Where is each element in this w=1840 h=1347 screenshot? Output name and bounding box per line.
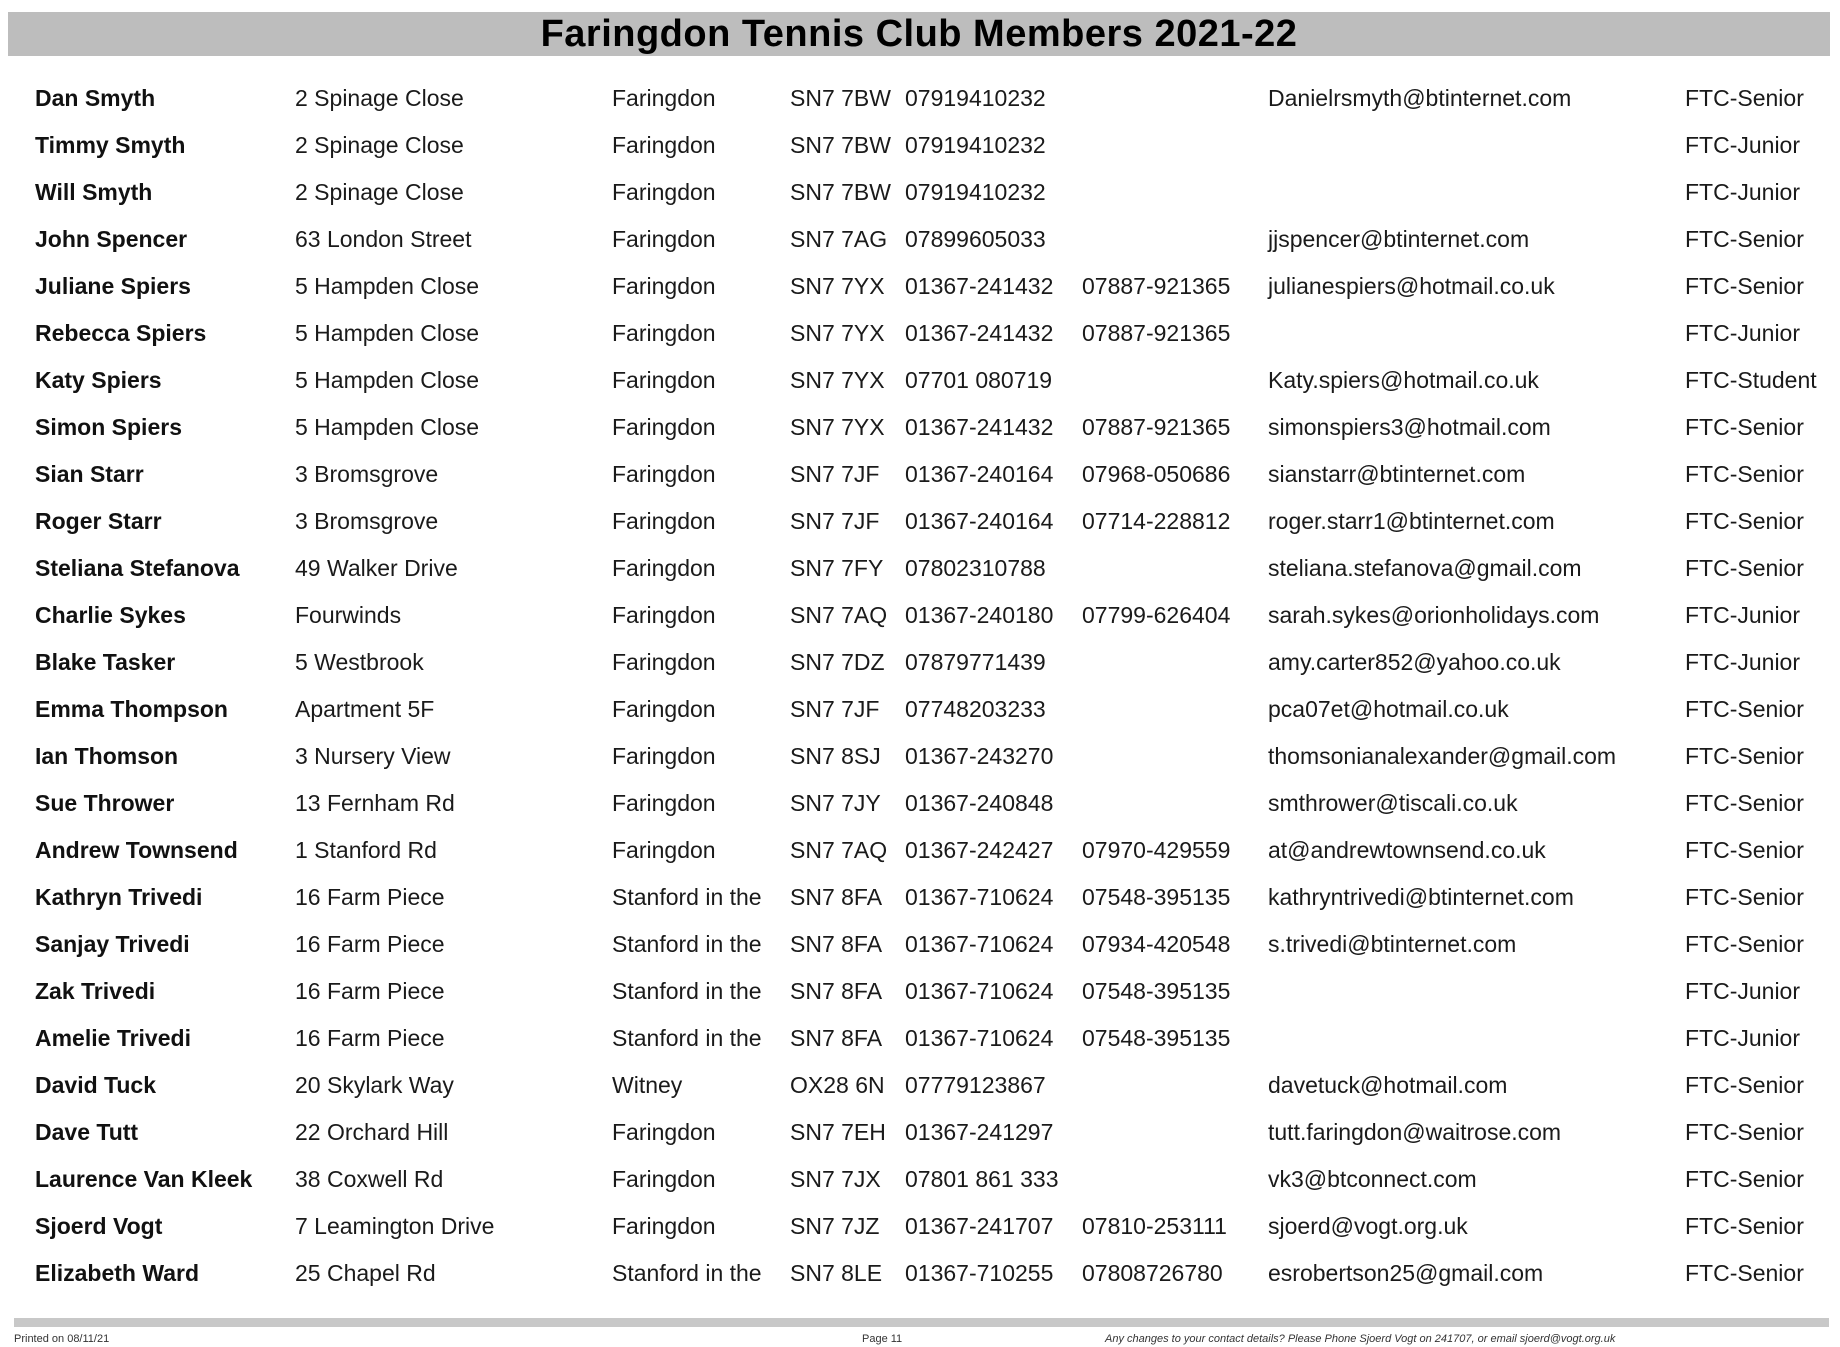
- contact-changes-note: Any changes to your contact details? Please Phone Sjoerd Vogt on 241707, or email sjoerd@vogt.org.uk: [1105, 1333, 1616, 1345]
- member-email: esrobertson25@gmail.com: [1268, 1260, 1544, 1286]
- member-email: smthrower@tiscali.co.uk: [1268, 790, 1518, 816]
- member-town: Faringdon: [612, 837, 716, 863]
- member-name: Andrew Townsend: [35, 837, 238, 863]
- member-name: Steliana Stefanova: [35, 555, 240, 581]
- member-name: Dave Tutt: [35, 1119, 139, 1145]
- member-mobile: 07808726780: [1082, 1260, 1223, 1286]
- member-town: Faringdon: [612, 696, 716, 722]
- member-phone: 01367-240164: [905, 508, 1054, 534]
- member-name: Dan Smyth: [35, 85, 156, 111]
- member-postcode: SN7 7EH: [790, 1119, 886, 1145]
- member-phone: 01367-240180: [905, 602, 1054, 628]
- table-row: [0, 1015, 1840, 1062]
- member-email: julianespiers@hotmail.co.uk: [1268, 273, 1555, 299]
- member-postcode: SN7 7BW: [790, 132, 891, 158]
- member-phone: 07701 080719: [905, 367, 1053, 393]
- member-postcode: SN7 7DZ: [790, 649, 885, 675]
- member-town: Faringdon: [612, 367, 716, 393]
- member-phone: 07748203233: [905, 696, 1046, 722]
- member-name: Sjoerd Vogt: [35, 1213, 163, 1239]
- member-town: Stanford in the: [612, 1260, 762, 1286]
- member-type: FTC-Senior: [1685, 555, 1804, 581]
- table-row: [0, 263, 1840, 310]
- member-postcode: SN7 7JF: [790, 508, 880, 534]
- member-postcode: SN7 7YX: [790, 414, 885, 440]
- footer-rule: [14, 1318, 1829, 1327]
- member-town: Stanford in the: [612, 978, 762, 1004]
- table-row: [0, 1250, 1840, 1297]
- member-town: Faringdon: [612, 555, 716, 581]
- member-name: Simon Spiers: [35, 414, 182, 440]
- member-address: 2 Spinage Close: [295, 132, 464, 158]
- member-email: vk3@btconnect.com: [1268, 1166, 1477, 1192]
- member-address: 20 Skylark Way: [295, 1072, 454, 1098]
- member-type: FTC-Senior: [1685, 743, 1804, 769]
- member-phone: 01367-241432: [905, 320, 1054, 346]
- member-email: tutt.faringdon@waitrose.com: [1268, 1119, 1562, 1145]
- member-address: 3 Nursery View: [295, 743, 451, 769]
- table-row: [0, 357, 1840, 404]
- member-postcode: SN7 8FA: [790, 884, 883, 910]
- member-phone: 01367-241297: [905, 1119, 1054, 1145]
- member-postcode: SN7 7JF: [790, 461, 880, 487]
- member-address: 5 Westbrook: [295, 649, 424, 675]
- member-town: Faringdon: [612, 132, 716, 158]
- member-phone: 07879771439: [905, 649, 1046, 675]
- table-row: [0, 592, 1840, 639]
- member-type: FTC-Senior: [1685, 85, 1804, 111]
- member-postcode: SN7 7BW: [790, 179, 891, 205]
- member-address: 5 Hampden Close: [295, 367, 480, 393]
- member-mobile: 07934-420548: [1082, 931, 1231, 957]
- member-address: 13 Fernham Rd: [295, 790, 455, 816]
- member-mobile: 07548-395135: [1082, 884, 1231, 910]
- printed-date: Printed on 08/11/21: [14, 1333, 110, 1345]
- member-postcode: SN7 7JF: [790, 696, 880, 722]
- member-town: Faringdon: [612, 273, 716, 299]
- member-town: Faringdon: [612, 743, 716, 769]
- member-email: thomsonianalexander@gmail.com: [1268, 743, 1617, 769]
- member-phone: 01367-242427: [905, 837, 1054, 863]
- member-type: FTC-Senior: [1685, 790, 1804, 816]
- member-address: 16 Farm Piece: [295, 931, 445, 957]
- member-type: FTC-Senior: [1685, 508, 1804, 534]
- member-address: Fourwinds: [295, 602, 402, 628]
- table-row: [0, 827, 1840, 874]
- member-type: FTC-Junior: [1685, 320, 1801, 346]
- member-name: Timmy Smyth: [35, 132, 186, 158]
- member-address: 49 Walker Drive: [295, 555, 458, 581]
- member-email: sarah.sykes@orionholidays.com: [1268, 602, 1600, 628]
- member-type: FTC-Senior: [1685, 931, 1804, 957]
- member-phone: 01367-710624: [905, 978, 1054, 1004]
- member-postcode: SN7 8LE: [790, 1260, 883, 1286]
- member-postcode: SN7 8SJ: [790, 743, 881, 769]
- member-mobile: 07714-228812: [1082, 508, 1231, 534]
- member-mobile: 07548-395135: [1082, 978, 1231, 1004]
- table-row: [0, 639, 1840, 686]
- table-row: [0, 545, 1840, 592]
- member-address: 2 Spinage Close: [295, 85, 464, 111]
- table-row: [0, 874, 1840, 921]
- table-row: [0, 498, 1840, 545]
- member-postcode: SN7 8FA: [790, 978, 883, 1004]
- member-phone: 07919410232: [905, 132, 1046, 158]
- member-phone: 07919410232: [905, 179, 1046, 205]
- member-town: Faringdon: [612, 414, 716, 440]
- member-type: FTC-Senior: [1685, 837, 1804, 863]
- member-town: Witney: [612, 1072, 683, 1098]
- member-town: Faringdon: [612, 461, 716, 487]
- member-mobile: 07887-921365: [1082, 414, 1231, 440]
- table-row: [0, 310, 1840, 357]
- member-name: Rebecca Spiers: [35, 320, 207, 346]
- member-town: Faringdon: [612, 790, 716, 816]
- table-row: [0, 1203, 1840, 1250]
- member-town: Faringdon: [612, 179, 716, 205]
- member-email: davetuck@hotmail.com: [1268, 1072, 1508, 1098]
- member-type: FTC-Junior: [1685, 602, 1801, 628]
- member-phone: 01367-241432: [905, 273, 1054, 299]
- member-name: Ian Thomson: [35, 743, 179, 769]
- member-address: 22 Orchard Hill: [295, 1119, 449, 1145]
- member-name: Elizabeth Ward: [35, 1260, 199, 1286]
- member-town: Stanford in the: [612, 1025, 762, 1051]
- member-type: FTC-Senior: [1685, 696, 1804, 722]
- member-postcode: SN7 8FA: [790, 931, 883, 957]
- table-row: [0, 169, 1840, 216]
- member-town: Faringdon: [612, 602, 716, 628]
- member-mobile: 07810-253111: [1082, 1213, 1227, 1239]
- member-phone: 01367-241432: [905, 414, 1054, 440]
- member-type: FTC-Senior: [1685, 461, 1804, 487]
- member-type: FTC-Junior: [1685, 649, 1801, 675]
- member-type: FTC-Junior: [1685, 132, 1801, 158]
- table-row: [0, 122, 1840, 169]
- table-row: [0, 968, 1840, 1015]
- member-type: FTC-Senior: [1685, 1119, 1804, 1145]
- member-postcode: SN7 7JY: [790, 790, 881, 816]
- member-name: Emma Thompson: [35, 696, 228, 722]
- member-town: Stanford in the: [612, 884, 762, 910]
- table-row: [0, 733, 1840, 780]
- member-phone: 01367-710624: [905, 884, 1054, 910]
- member-name: Sue Thrower: [35, 790, 175, 816]
- table-row: [0, 216, 1840, 263]
- table-row: [0, 921, 1840, 968]
- member-phone: 01367-241707: [905, 1213, 1054, 1239]
- member-town: Faringdon: [612, 649, 716, 675]
- page-number: Page 11: [862, 1333, 903, 1345]
- members-list: [0, 75, 1840, 1297]
- member-phone: 01367-710624: [905, 931, 1054, 957]
- member-type: FTC-Senior: [1685, 1213, 1804, 1239]
- member-phone: 07802310788: [905, 555, 1046, 581]
- member-email: amy.carter852@yahoo.co.uk: [1268, 649, 1561, 675]
- table-row: [0, 451, 1840, 498]
- member-name: Charlie Sykes: [35, 602, 186, 628]
- member-phone: 01367-240164: [905, 461, 1054, 487]
- member-address: 5 Hampden Close: [295, 414, 480, 440]
- member-type: FTC-Senior: [1685, 884, 1804, 910]
- member-postcode: SN7 7AQ: [790, 602, 888, 628]
- member-email: simonspiers3@hotmail.com: [1268, 414, 1551, 440]
- member-phone: 07801 861 333: [905, 1166, 1059, 1192]
- member-address: 5 Hampden Close: [295, 273, 480, 299]
- member-name: David Tuck: [35, 1072, 156, 1098]
- member-address: 5 Hampden Close: [295, 320, 480, 346]
- member-town: Faringdon: [612, 1166, 716, 1192]
- member-postcode: SN7 7AG: [790, 226, 888, 252]
- member-mobile: 07968-050686: [1082, 461, 1231, 487]
- member-name: Sian Starr: [35, 461, 144, 487]
- member-email: steliana.stefanova@gmail.com: [1268, 555, 1582, 581]
- table-row: [0, 1156, 1840, 1203]
- member-town: Faringdon: [612, 508, 716, 534]
- member-email: sianstarr@btinternet.com: [1268, 461, 1526, 487]
- member-address: 1 Stanford Rd: [295, 837, 437, 863]
- member-town: Faringdon: [612, 226, 716, 252]
- member-mobile: 07887-921365: [1082, 273, 1231, 299]
- member-phone: 01367-710624: [905, 1025, 1054, 1051]
- member-name: Sanjay Trivedi: [35, 931, 190, 957]
- member-town: Faringdon: [612, 85, 716, 111]
- member-postcode: SN7 7AQ: [790, 837, 888, 863]
- member-town: Faringdon: [612, 1213, 716, 1239]
- member-postcode: SN7 7YX: [790, 273, 885, 299]
- member-phone: 07779123867: [905, 1072, 1046, 1098]
- member-postcode: SN7 7YX: [790, 320, 885, 346]
- member-phone: 07919410232: [905, 85, 1046, 111]
- member-phone: 07899605033: [905, 226, 1046, 252]
- member-town: Stanford in the: [612, 931, 762, 957]
- member-postcode: OX28 6N: [790, 1072, 885, 1098]
- member-phone: 01367-710255: [905, 1260, 1054, 1286]
- member-email: Katy.spiers@hotmail.co.uk: [1268, 367, 1539, 393]
- member-email: jjspencer@btinternet.com: [1268, 226, 1530, 252]
- member-type: FTC-Senior: [1685, 273, 1804, 299]
- member-name: Kathryn Trivedi: [35, 884, 203, 910]
- member-phone: 01367-240848: [905, 790, 1054, 816]
- member-email: sjoerd@vogt.org.uk: [1268, 1213, 1468, 1239]
- member-address: 2 Spinage Close: [295, 179, 464, 205]
- member-postcode: SN7 7FY: [790, 555, 884, 581]
- member-address: 63 London Street: [295, 226, 472, 252]
- member-email: roger.starr1@btinternet.com: [1268, 508, 1555, 534]
- member-mobile: 07799-626404: [1082, 602, 1231, 628]
- member-type: FTC-Junior: [1685, 1025, 1801, 1051]
- member-mobile: 07548-395135: [1082, 1025, 1231, 1051]
- member-name: Roger Starr: [35, 508, 162, 534]
- member-type: FTC-Senior: [1685, 226, 1804, 252]
- member-address: 16 Farm Piece: [295, 978, 445, 1004]
- member-postcode: SN7 7JZ: [790, 1213, 880, 1239]
- member-name: Laurence Van Kleek: [35, 1166, 253, 1192]
- member-email: at@andrewtownsend.co.uk: [1268, 837, 1546, 863]
- table-row: [0, 404, 1840, 451]
- member-address: Apartment 5F: [295, 696, 435, 722]
- member-postcode: SN7 7BW: [790, 85, 891, 111]
- member-postcode: SN7 7YX: [790, 367, 885, 393]
- member-type: FTC-Junior: [1685, 179, 1801, 205]
- member-email: Danielrsmyth@btinternet.com: [1268, 85, 1572, 111]
- member-type: FTC-Senior: [1685, 414, 1804, 440]
- member-name: Will Smyth: [35, 179, 153, 205]
- member-type: FTC-Junior: [1685, 978, 1801, 1004]
- member-email: kathryntrivedi@btinternet.com: [1268, 884, 1574, 910]
- member-name: Zak Trivedi: [35, 978, 156, 1004]
- title-bar: [8, 12, 1830, 56]
- member-mobile: 07887-921365: [1082, 320, 1231, 346]
- member-email: pca07et@hotmail.co.uk: [1268, 696, 1509, 722]
- table-row: [0, 686, 1840, 733]
- member-address: 38 Coxwell Rd: [295, 1166, 444, 1192]
- member-address: 7 Leamington Drive: [295, 1213, 495, 1239]
- member-address: 16 Farm Piece: [295, 884, 445, 910]
- table-row: [0, 780, 1840, 827]
- member-name: Juliane Spiers: [35, 273, 191, 299]
- table-row: [0, 1062, 1840, 1109]
- member-town: Faringdon: [612, 1119, 716, 1145]
- member-address: 25 Chapel Rd: [295, 1260, 436, 1286]
- document-title: Faringdon Tennis Club Members 2021-22: [540, 12, 1298, 55]
- member-name: Amelie Trivedi: [35, 1025, 191, 1051]
- member-phone: 01367-243270: [905, 743, 1054, 769]
- member-postcode: SN7 7JX: [790, 1166, 881, 1192]
- member-type: FTC-Senior: [1685, 1072, 1804, 1098]
- member-type: FTC-Senior: [1685, 1260, 1804, 1286]
- table-row: [0, 1109, 1840, 1156]
- member-name: John Spencer: [35, 226, 188, 252]
- member-name: Blake Tasker: [35, 649, 176, 675]
- member-town: Faringdon: [612, 320, 716, 346]
- member-type: FTC-Senior: [1685, 1166, 1804, 1192]
- member-address: 3 Bromsgrove: [295, 508, 439, 534]
- member-address: 3 Bromsgrove: [295, 461, 439, 487]
- member-postcode: SN7 8FA: [790, 1025, 883, 1051]
- member-name: Katy Spiers: [35, 367, 162, 393]
- member-mobile: 07970-429559: [1082, 837, 1231, 863]
- table-row: [0, 75, 1840, 122]
- member-type: FTC-Student: [1685, 367, 1817, 393]
- member-address: 16 Farm Piece: [295, 1025, 445, 1051]
- member-email: s.trivedi@btinternet.com: [1268, 931, 1517, 957]
